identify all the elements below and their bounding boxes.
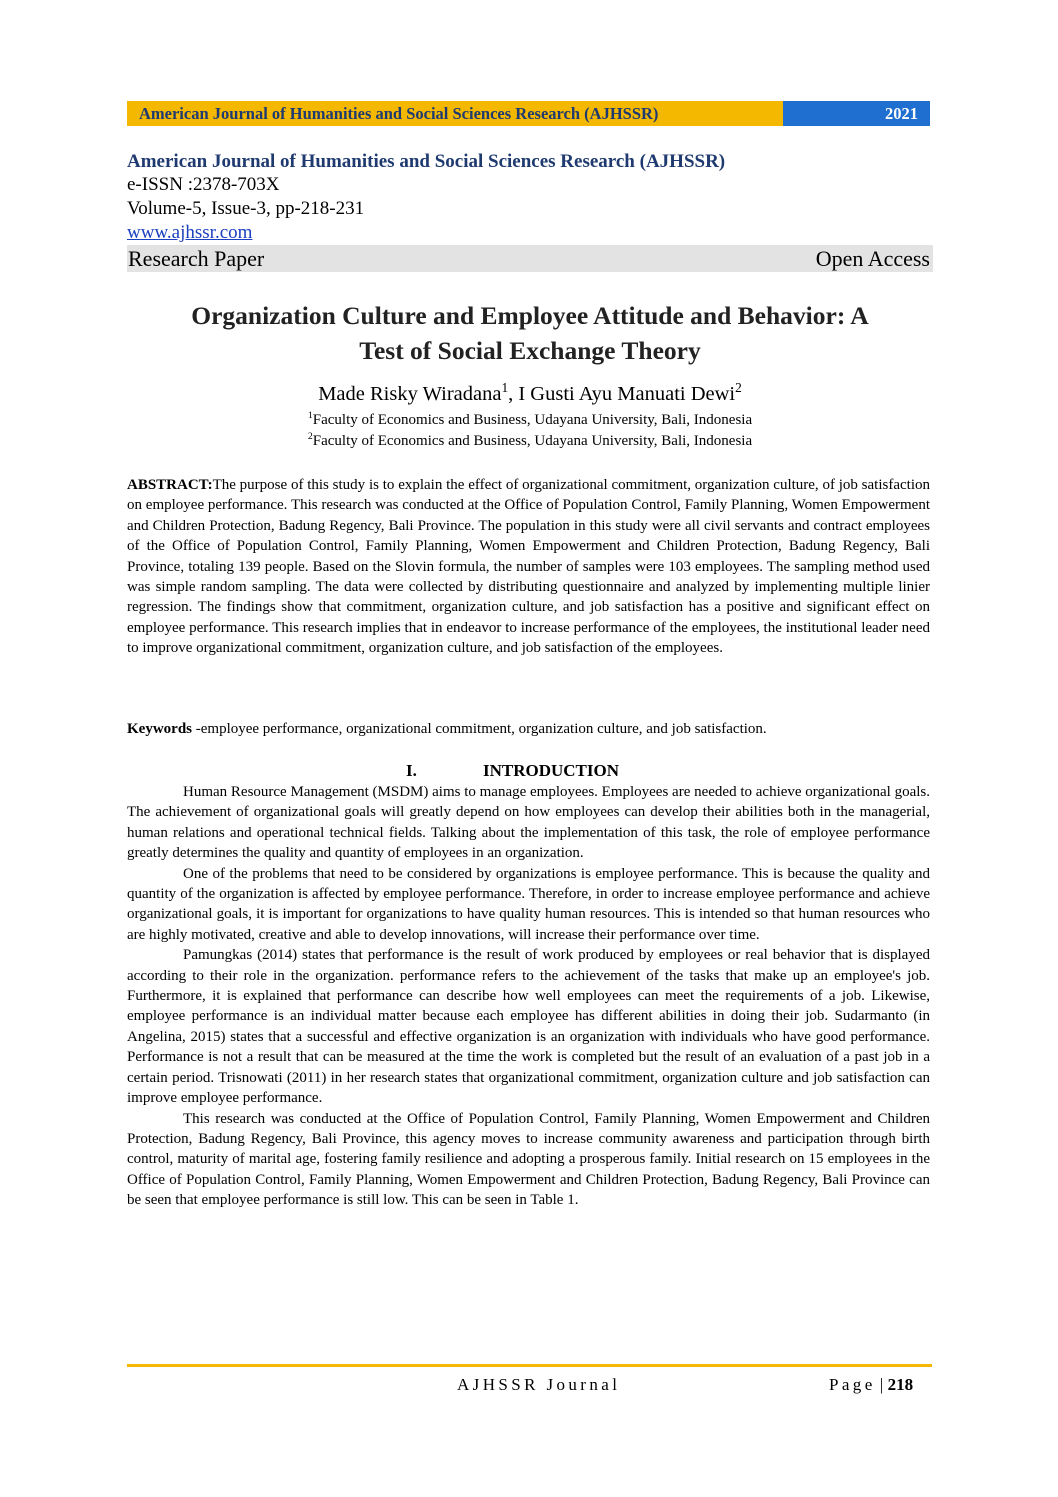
author-2-affiliation-mark: 2: [735, 380, 742, 396]
paper-type: Research Paper: [128, 246, 265, 271]
footer-page: [829, 1374, 913, 1396]
paragraph: One of the problems that need to be considered by organizations is employee performance. This is because the quality and quantity of the organization is affected by employee performance. Therefore, in order to increase employee performance and achieve organizational goals, it is important for organizations to have quality human resources. This is intended so that human resources who are highly motivated, creative and able to develop innovations, will increase their performance over time.: [127, 865, 930, 943]
website-link[interactable]: www.ajhssr.com: [127, 222, 253, 243]
footer-divider: [127, 1364, 932, 1367]
volume-issue: Volume-5, Issue-3, pp-218-231: [127, 198, 365, 219]
masthead-journal: American Journal of Humanities and Social Sciences Research (AJHSSR): [127, 151, 726, 172]
author-1: Made Risky Wiradana: [318, 383, 502, 405]
affiliation-2-mark: 2: [307, 431, 313, 442]
author-separator: ,: [508, 383, 519, 405]
keywords-label: Keywords: [127, 721, 192, 737]
author-1-affiliation-mark: 1: [501, 380, 509, 396]
title-line-2: Test of Social Exchange Theory: [359, 336, 701, 365]
section-number: I.: [406, 761, 417, 780]
title-line-1: Organization Culture and Employee Attitude and Behavior: A: [191, 301, 869, 330]
paragraph: This research was conducted at the Office of Population Control, Family Planning, Women Empowerment and Children Protection, Badung Regency, Bali Province, this agency moves to increase community awareness and participation through birth control, maturity of marital age, fostering family resilience and adopting a prosperous family. Initial research on 15 employees in the Office of Population Control, Family Planning, Women Empowerment and Children Protection, Badung Regency, Bali Province can be seen that employee performance is still low. This can be seen in Table 1.: [127, 1110, 930, 1209]
footer-journal: AJHSSR Journal: [457, 1375, 621, 1394]
access-type: Open Access: [815, 246, 930, 271]
masthead: [127, 150, 933, 272]
keywords-text: -employee performance, organizational commitment, organization culture, and job satisfaction.: [192, 721, 767, 737]
author-2: I Gusti Ayu Manuati Dewi: [518, 383, 736, 405]
section-title: INTRODUCTION: [483, 761, 620, 780]
paragraph: Pamungkas (2014) states that performance is the result of work produced by employees or real behavior that is displayed according to their role in the organization. performance refers to the achievement of the tasks that make up an employee's job. Furthermore, it is explained that performance can describe how well employees can meet the requirements of a job. Likewise, employee performance is an individual matter because each employee has different abilities in doing their job. Sudarmanto (in Angelina, 2015) states that a successful and effective organization is an organization with individuals who have good performance. Performance is not a result that can be measured at the time the work is completed but the result of an evaluation of a past job in a certain period. Trisnowati (2011) in her research states that organizational commitment, organization culture and job satisfaction can improve employee performance.: [127, 947, 930, 1107]
affiliation-1-text: Faculty of Economics and Business, Udayana University, Bali, Indonesia: [312, 412, 753, 428]
author-list: [140, 381, 920, 407]
abstract: [127, 475, 930, 659]
running-header-year: 2021: [783, 101, 930, 126]
affiliation-2: [140, 431, 920, 451]
footer-page-separator: |: [875, 1375, 888, 1394]
keywords: [127, 719, 930, 739]
footer-page-number: 218: [887, 1375, 914, 1394]
running-header: [127, 101, 930, 126]
abstract-text: The purpose of this study is to explain the effect of organizational commitment, organization culture, of job satisfaction on employee performance. This research was conducted at the Office of Population Control, Family Planning, Women Empowerment and Children Protection, Badung Regency, Bali Province. The population in this study were all civil servants and contract employees of the Office of Population Control, Family Planning, Women Empowerment and Children Protection, Badung Regency, Bali Province, totaling 139 people. Based on the Slovin formula, the number of samples were 103 employees. The sampling method used was simple random sampling. The data were collected by distributing questionnaire and analyzed by implementing multiple linier regression. The findings show that commitment, organization culture, and job satisfaction has a positive and significant effect on employee performance. This research implies that in endeavor to increase performance of the employees, the institutional leader need to improve organizational commitment, organization culture, and job satisfaction of the employees.: [127, 477, 930, 657]
paper-title: [140, 298, 920, 368]
affiliation-1-mark: 1: [307, 410, 313, 421]
footer-page-label: Page: [829, 1375, 876, 1394]
affiliation-2-text: Faculty of Economics and Business, Udayana University, Bali, Indonesia: [312, 433, 753, 449]
introduction-body: [127, 782, 930, 1211]
paragraph: Human Resource Management (MSDM) aims to manage employees. Employees are needed to achieve organizational goals. The achievement of organizational goals will greatly depend on how employees can develop their abilities both in the managerial, human relations and operational technical fields. Talking about the implementation of this task, the role of employee performance greatly determines the quality and quantity of employees in an organization.: [127, 784, 930, 862]
abstract-label: ABSTRACT:: [127, 477, 213, 493]
paper-type-bar: [127, 245, 933, 272]
affiliation-1: [140, 410, 920, 430]
running-header-journal: American Journal of Humanities and Social Sciences Research (AJHSSR): [127, 101, 783, 126]
eissn: e-ISSN :2378-703X: [127, 174, 280, 195]
